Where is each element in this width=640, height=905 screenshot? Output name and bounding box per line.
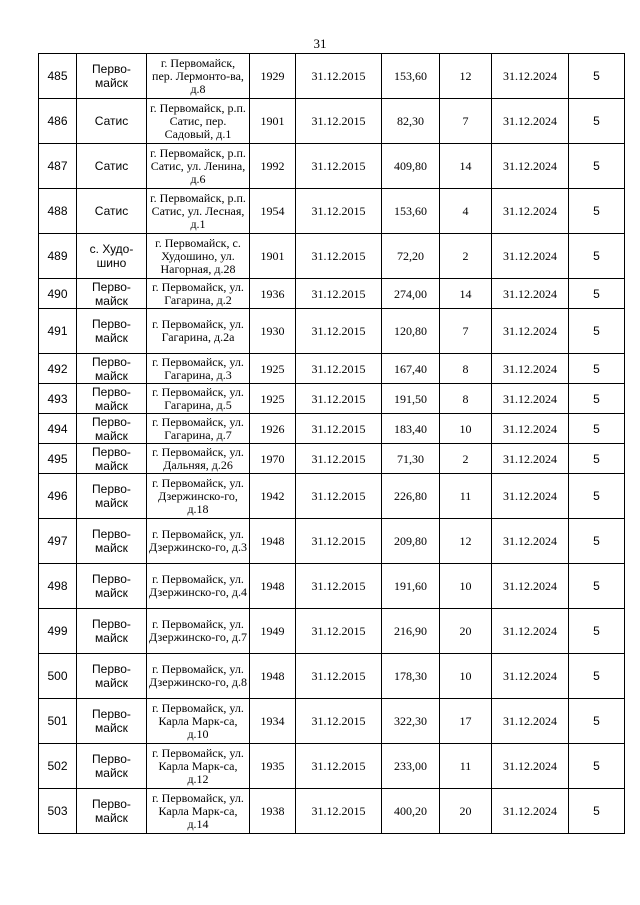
apartment-count: 8 <box>440 384 492 414</box>
settlement-name: Сатис <box>77 99 147 144</box>
row-number: 502 <box>39 744 77 789</box>
apartment-count: 10 <box>440 564 492 609</box>
deadline-date: 31.12.2024 <box>492 699 569 744</box>
building-area: 191,50 <box>382 384 440 414</box>
construction-year: 1954 <box>250 189 296 234</box>
construction-year: 1926 <box>250 414 296 444</box>
category-value: 5 <box>569 414 625 444</box>
row-number: 485 <box>39 54 77 99</box>
housing-registry-table <box>38 53 625 834</box>
row-number: 492 <box>39 354 77 384</box>
deadline-date: 31.12.2024 <box>492 144 569 189</box>
construction-year: 1934 <box>250 699 296 744</box>
building-area: 191,60 <box>382 564 440 609</box>
inspection-date: 31.12.2015 <box>296 609 382 654</box>
table-row <box>39 144 625 189</box>
apartment-count: 2 <box>440 444 492 474</box>
deadline-date: 31.12.2024 <box>492 99 569 144</box>
inspection-date: 31.12.2015 <box>296 564 382 609</box>
construction-year: 1935 <box>250 744 296 789</box>
category-value: 5 <box>569 609 625 654</box>
construction-year: 1970 <box>250 444 296 474</box>
inspection-date: 31.12.2015 <box>296 309 382 354</box>
apartment-count: 12 <box>440 519 492 564</box>
deadline-date: 31.12.2024 <box>492 354 569 384</box>
deadline-date: 31.12.2024 <box>492 234 569 279</box>
table-row <box>39 444 625 474</box>
building-address: г. Первомайск, ул. Карла Марк-са, д.12 <box>147 744 250 789</box>
table-row <box>39 699 625 744</box>
construction-year: 1930 <box>250 309 296 354</box>
row-number: 501 <box>39 699 77 744</box>
settlement-name: Перво-майск <box>77 474 147 519</box>
table-row <box>39 564 625 609</box>
building-address: г. Первомайск, ул. Карла Марк-са, д.10 <box>147 699 250 744</box>
category-value: 5 <box>569 564 625 609</box>
row-number: 489 <box>39 234 77 279</box>
building-area: 400,20 <box>382 789 440 834</box>
category-value: 5 <box>569 519 625 564</box>
construction-year: 1948 <box>250 519 296 564</box>
category-value: 5 <box>569 54 625 99</box>
settlement-name: Перво-майск <box>77 54 147 99</box>
settlement-name: Перво-майск <box>77 699 147 744</box>
building-address: г. Первомайск, р.п. Сатис, ул. Лесная, д.1 <box>147 189 250 234</box>
deadline-date: 31.12.2024 <box>492 474 569 519</box>
construction-year: 1901 <box>250 234 296 279</box>
inspection-date: 31.12.2015 <box>296 654 382 699</box>
construction-year: 1942 <box>250 474 296 519</box>
category-value: 5 <box>569 189 625 234</box>
deadline-date: 31.12.2024 <box>492 519 569 564</box>
deadline-date: 31.12.2024 <box>492 54 569 99</box>
construction-year: 1936 <box>250 279 296 309</box>
category-value: 5 <box>569 234 625 279</box>
category-value: 5 <box>569 744 625 789</box>
apartment-count: 14 <box>440 144 492 189</box>
building-area: 71,30 <box>382 444 440 474</box>
building-address: г. Первомайск, ул. Гагарина, д.3 <box>147 354 250 384</box>
building-address: г. Первомайск, р.п. Сатис, пер. Садовый, д.1 <box>147 99 250 144</box>
building-address: г. Первомайск, ул. Дзержинско-го, д.18 <box>147 474 250 519</box>
deadline-date: 31.12.2024 <box>492 414 569 444</box>
inspection-date: 31.12.2015 <box>296 699 382 744</box>
building-address: г. Первомайск, ул. Гагарина, д.2а <box>147 309 250 354</box>
inspection-date: 31.12.2015 <box>296 99 382 144</box>
page-number: 31 <box>313 36 327 51</box>
construction-year: 1901 <box>250 99 296 144</box>
settlement-name: Перво-майск <box>77 654 147 699</box>
building-area: 167,40 <box>382 354 440 384</box>
apartment-count: 10 <box>440 654 492 699</box>
inspection-date: 31.12.2015 <box>296 474 382 519</box>
building-address: г. Первомайск, ул. Дзержинско-го, д.7 <box>147 609 250 654</box>
building-area: 183,40 <box>382 414 440 444</box>
construction-year: 1925 <box>250 354 296 384</box>
building-area: 274,00 <box>382 279 440 309</box>
deadline-date: 31.12.2024 <box>492 189 569 234</box>
apartment-count: 11 <box>440 744 492 789</box>
deadline-date: 31.12.2024 <box>492 564 569 609</box>
settlement-name: Перво-майск <box>77 789 147 834</box>
deadline-date: 31.12.2024 <box>492 789 569 834</box>
building-area: 233,00 <box>382 744 440 789</box>
inspection-date: 31.12.2015 <box>296 519 382 564</box>
apartment-count: 8 <box>440 354 492 384</box>
table-row <box>39 189 625 234</box>
apartment-count: 7 <box>440 309 492 354</box>
building-address: г. Первомайск, ул. Дзержинско-го, д.3 <box>147 519 250 564</box>
settlement-name: Перво-майск <box>77 309 147 354</box>
inspection-date: 31.12.2015 <box>296 384 382 414</box>
building-area: 72,20 <box>382 234 440 279</box>
inspection-date: 31.12.2015 <box>296 354 382 384</box>
row-number: 494 <box>39 414 77 444</box>
table-row <box>39 789 625 834</box>
building-address: г. Первомайск, ул. Гагарина, д.2 <box>147 279 250 309</box>
building-area: 153,60 <box>382 189 440 234</box>
row-number: 498 <box>39 564 77 609</box>
construction-year: 1992 <box>250 144 296 189</box>
settlement-name: Перво-майск <box>77 414 147 444</box>
table-row <box>39 654 625 699</box>
inspection-date: 31.12.2015 <box>296 279 382 309</box>
building-address: г. Первомайск, ул. Карла Марк-са, д.14 <box>147 789 250 834</box>
category-value: 5 <box>569 279 625 309</box>
building-area: 322,30 <box>382 699 440 744</box>
inspection-date: 31.12.2015 <box>296 789 382 834</box>
settlement-name: Перво-майск <box>77 564 147 609</box>
apartment-count: 7 <box>440 99 492 144</box>
apartment-count: 11 <box>440 474 492 519</box>
category-value: 5 <box>569 384 625 414</box>
deadline-date: 31.12.2024 <box>492 309 569 354</box>
table-row <box>39 354 625 384</box>
row-number: 490 <box>39 279 77 309</box>
settlement-name: Перво-майск <box>77 279 147 309</box>
inspection-date: 31.12.2015 <box>296 54 382 99</box>
building-area: 216,90 <box>382 609 440 654</box>
category-value: 5 <box>569 444 625 474</box>
construction-year: 1925 <box>250 384 296 414</box>
building-address: г. Первомайск, с. Худошино, ул. Нагорная, д.28 <box>147 234 250 279</box>
apartment-count: 20 <box>440 789 492 834</box>
inspection-date: 31.12.2015 <box>296 744 382 789</box>
apartment-count: 20 <box>440 609 492 654</box>
construction-year: 1948 <box>250 654 296 699</box>
apartment-count: 17 <box>440 699 492 744</box>
settlement-name: Перво-майск <box>77 744 147 789</box>
row-number: 488 <box>39 189 77 234</box>
settlement-name: Перво-майск <box>77 384 147 414</box>
row-number: 500 <box>39 654 77 699</box>
building-address: г. Первомайск, ул. Гагарина, д.5 <box>147 384 250 414</box>
settlement-name: Перво-майск <box>77 519 147 564</box>
table-row <box>39 54 625 99</box>
building-address: г. Первомайск, пер. Лермонто-ва, д.8 <box>147 54 250 99</box>
settlement-name: Перво-майск <box>77 609 147 654</box>
building-area: 226,80 <box>382 474 440 519</box>
building-area: 209,80 <box>382 519 440 564</box>
deadline-date: 31.12.2024 <box>492 654 569 699</box>
settlement-name: Перво-майск <box>77 354 147 384</box>
table-body <box>39 54 625 834</box>
apartment-count: 2 <box>440 234 492 279</box>
building-area: 82,30 <box>382 99 440 144</box>
construction-year: 1948 <box>250 564 296 609</box>
table-row <box>39 99 625 144</box>
table-row <box>39 279 625 309</box>
row-number: 497 <box>39 519 77 564</box>
deadline-date: 31.12.2024 <box>492 444 569 474</box>
table-row <box>39 744 625 789</box>
deadline-date: 31.12.2024 <box>492 744 569 789</box>
construction-year: 1949 <box>250 609 296 654</box>
building-address: г. Первомайск, р.п. Сатис, ул. Ленина, д.6 <box>147 144 250 189</box>
construction-year: 1929 <box>250 54 296 99</box>
settlement-name: Перво-майск <box>77 444 147 474</box>
row-number: 487 <box>39 144 77 189</box>
apartment-count: 10 <box>440 414 492 444</box>
inspection-date: 31.12.2015 <box>296 414 382 444</box>
category-value: 5 <box>569 654 625 699</box>
row-number: 503 <box>39 789 77 834</box>
row-number: 486 <box>39 99 77 144</box>
settlement-name: Сатис <box>77 144 147 189</box>
row-number: 493 <box>39 384 77 414</box>
deadline-date: 31.12.2024 <box>492 384 569 414</box>
building-address: г. Первомайск, ул. Дзержинско-го, д.8 <box>147 654 250 699</box>
row-number: 495 <box>39 444 77 474</box>
settlement-name: с. Худо-шино <box>77 234 147 279</box>
construction-year: 1938 <box>250 789 296 834</box>
inspection-date: 31.12.2015 <box>296 144 382 189</box>
table-row <box>39 234 625 279</box>
inspection-date: 31.12.2015 <box>296 444 382 474</box>
deadline-date: 31.12.2024 <box>492 279 569 309</box>
table-row <box>39 474 625 519</box>
row-number: 499 <box>39 609 77 654</box>
building-address: г. Первомайск, ул. Дальняя, д.26 <box>147 444 250 474</box>
settlement-name: Сатис <box>77 189 147 234</box>
category-value: 5 <box>569 474 625 519</box>
apartment-count: 4 <box>440 189 492 234</box>
building-area: 178,30 <box>382 654 440 699</box>
building-address: г. Первомайск, ул. Дзержинско-го, д.4 <box>147 564 250 609</box>
building-address: г. Первомайск, ул. Гагарина, д.7 <box>147 414 250 444</box>
building-area: 409,80 <box>382 144 440 189</box>
table-row <box>39 309 625 354</box>
category-value: 5 <box>569 99 625 144</box>
table-row <box>39 414 625 444</box>
deadline-date: 31.12.2024 <box>492 609 569 654</box>
building-area: 153,60 <box>382 54 440 99</box>
table-row <box>39 519 625 564</box>
table-row <box>39 609 625 654</box>
inspection-date: 31.12.2015 <box>296 234 382 279</box>
category-value: 5 <box>569 789 625 834</box>
apartment-count: 12 <box>440 54 492 99</box>
row-number: 496 <box>39 474 77 519</box>
building-area: 120,80 <box>382 309 440 354</box>
table-row <box>39 384 625 414</box>
row-number: 491 <box>39 309 77 354</box>
category-value: 5 <box>569 309 625 354</box>
apartment-count: 14 <box>440 279 492 309</box>
category-value: 5 <box>569 144 625 189</box>
category-value: 5 <box>569 354 625 384</box>
inspection-date: 31.12.2015 <box>296 189 382 234</box>
category-value: 5 <box>569 699 625 744</box>
